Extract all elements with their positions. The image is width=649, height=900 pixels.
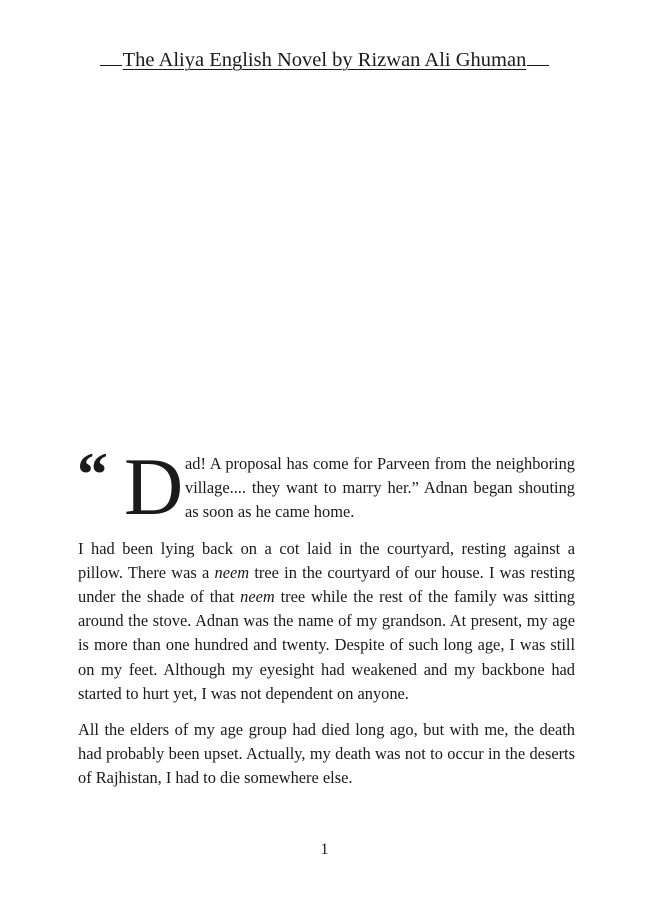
paragraph-2-part-3: tree while the rest of the family was sitting around the stove. Adnan was the name of my grandson. At present, my age is more than one hundred and twenty. Despite of such long age, I was still on my feet. Although my eyesight had weakened and my backbone had started to hurt yet, I was not dependent on anyone. [78,587,576,703]
main-text [77,441,576,803]
paragraph-2-part-2: tree in the courtyard of our house. I was resting under the shade of that [78,562,576,607]
paragraph-2-italic-neem-1: neem [214,562,250,582]
page-number: 1 [320,841,329,858]
header-left-rule [100,64,122,66]
header-title: The Aliya English Novel by Rizwan Ali Ghuman [122,49,527,71]
header-right-rule [527,64,549,66]
paragraph-2-italic-neem-2: neem [240,587,275,607]
paragraph-2 [78,537,575,706]
opening-quote-mark: “ [77,441,106,509]
running-header [0,46,649,74]
opening-paragraph-text: ad! A proposal has come for Parveen from the neighboring village.... they want to marry her.” Adnan began shouting as soon as he came home. [185,454,575,522]
paragraph-3: All the elders of my age group had died long ago, but with me, the death had probably been upset. Actually, my death was not to occur in the deserts of Rajhistan, I had to die somewhere else. [78,720,575,788]
opening-paragraph [77,441,575,532]
drop-cap-letter: D [124,441,184,532]
paragraph-2-part-1: I had been lying back on a cot laid in the courtyard, resting against a pillow. There was a [78,538,575,582]
